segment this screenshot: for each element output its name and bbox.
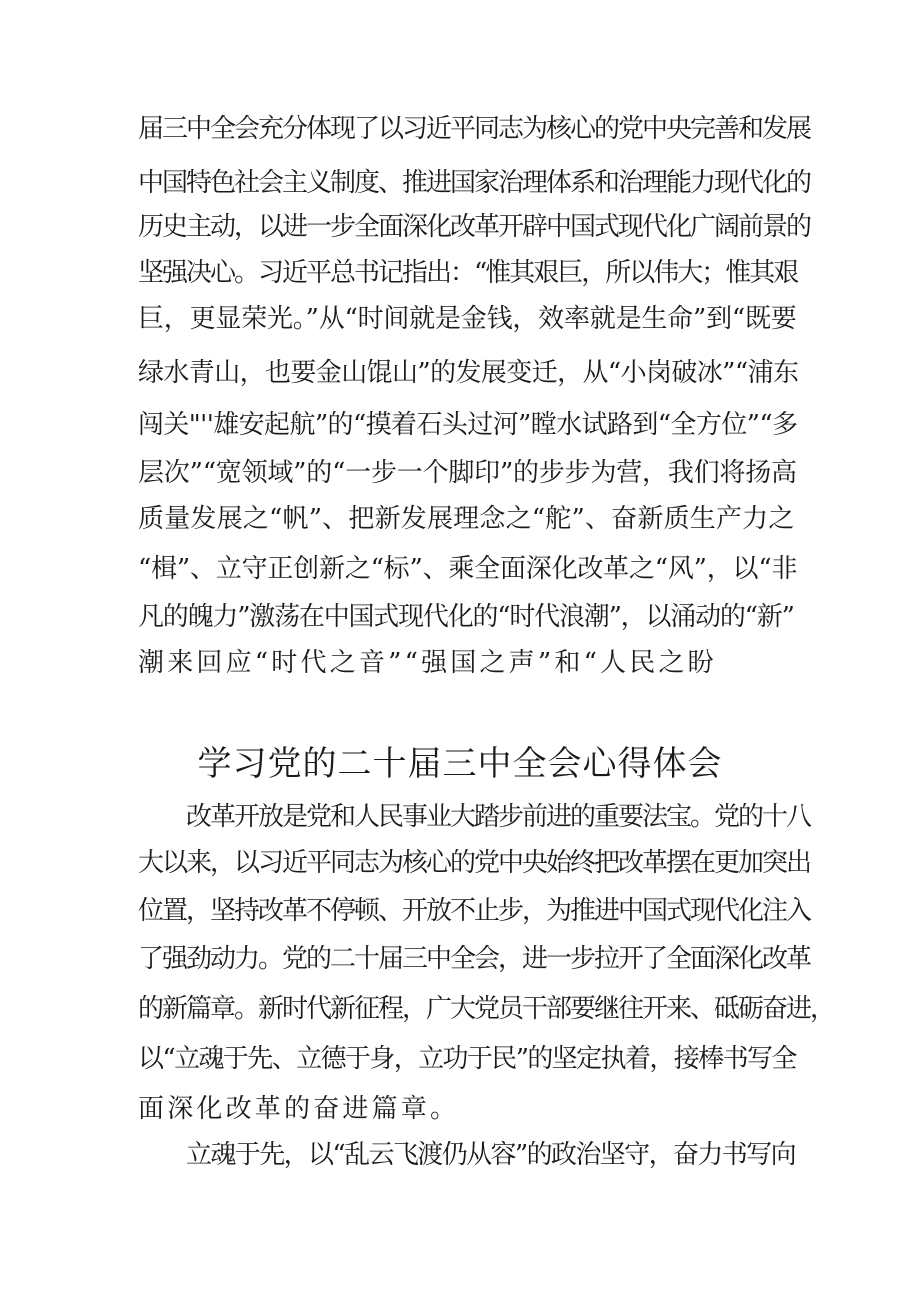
- text-line: 面深化改革的奋进篇章。: [138, 1094, 460, 1124]
- text-line: 立魂于先，以“乱云飞渡仍从容”的政治坚守，奋力书写向: [186, 1140, 795, 1170]
- text-line: 大以来，以习近平同志为核心的党中央始终把改革摆在更加突出: [138, 848, 811, 878]
- text-line: 绿水青山，也要金山馄山”的发展变迁，从“小岗破冰”“浦东: [138, 358, 799, 388]
- text-line: 凡的魄力”激荡在中国式现代化的“时代浪潮”，以涌动的“新”: [138, 602, 794, 632]
- text-line: 的新篇章。新时代新征程，广大党员干部要继往开来、砥砺奋进，: [138, 994, 835, 1024]
- text-line: 历史主动，以进一步全面深化改革开辟中国式现代化广阔前景的: [138, 212, 811, 242]
- text-line: 改革开放是党和人民事业大踏步前进的重要法宝。党的十八: [186, 802, 811, 832]
- text-line: 届三中全会充分体现了以习近平同志为核心的党中央完善和发展: [138, 114, 811, 144]
- text-line: 位置，坚持改革不停顿、开放不止步，为推进中国式现代化注入: [138, 896, 811, 926]
- text-line: 质量发展之“帆”、把新发展理念之“舵”、奋新质生产力之: [138, 504, 795, 534]
- text-line: 中国特色社会主义制度、推进国家治理体系和治理能力现代化的: [138, 168, 811, 198]
- text-line: 坚强决心。习近平总书记指出：“惟其艰巨，所以伟大；惟其艰: [138, 258, 798, 288]
- text-line: 巨，更显荣光。”从“时间就是金钱，效率就是生命”到“既要: [138, 304, 797, 334]
- text-line: 潮来回应“时代之音”“强国之声”和“人民之盼: [138, 648, 717, 678]
- document-title: 学习党的二十届三中全会心得体会: [197, 744, 723, 784]
- text-line: 闯关"''雄安起航”的“摸着石头过河”瞠水试路到“全方位”“多: [138, 410, 798, 440]
- text-line: 了强劲动力。党的二十届三中全会，进一步拉开了全面深化改革: [138, 944, 811, 974]
- text-line: 层次”“宽领域”的“一步一个脚印”的步步为营，我们将扬高: [138, 458, 797, 488]
- text-line: “楫”、立守正创新之“标”、乘全面深化改革之“风”，以“非: [138, 554, 798, 584]
- text-line: 以“立魂于先、立德于身，立功于民”的坚定执着，接棒书写全: [138, 1044, 796, 1074]
